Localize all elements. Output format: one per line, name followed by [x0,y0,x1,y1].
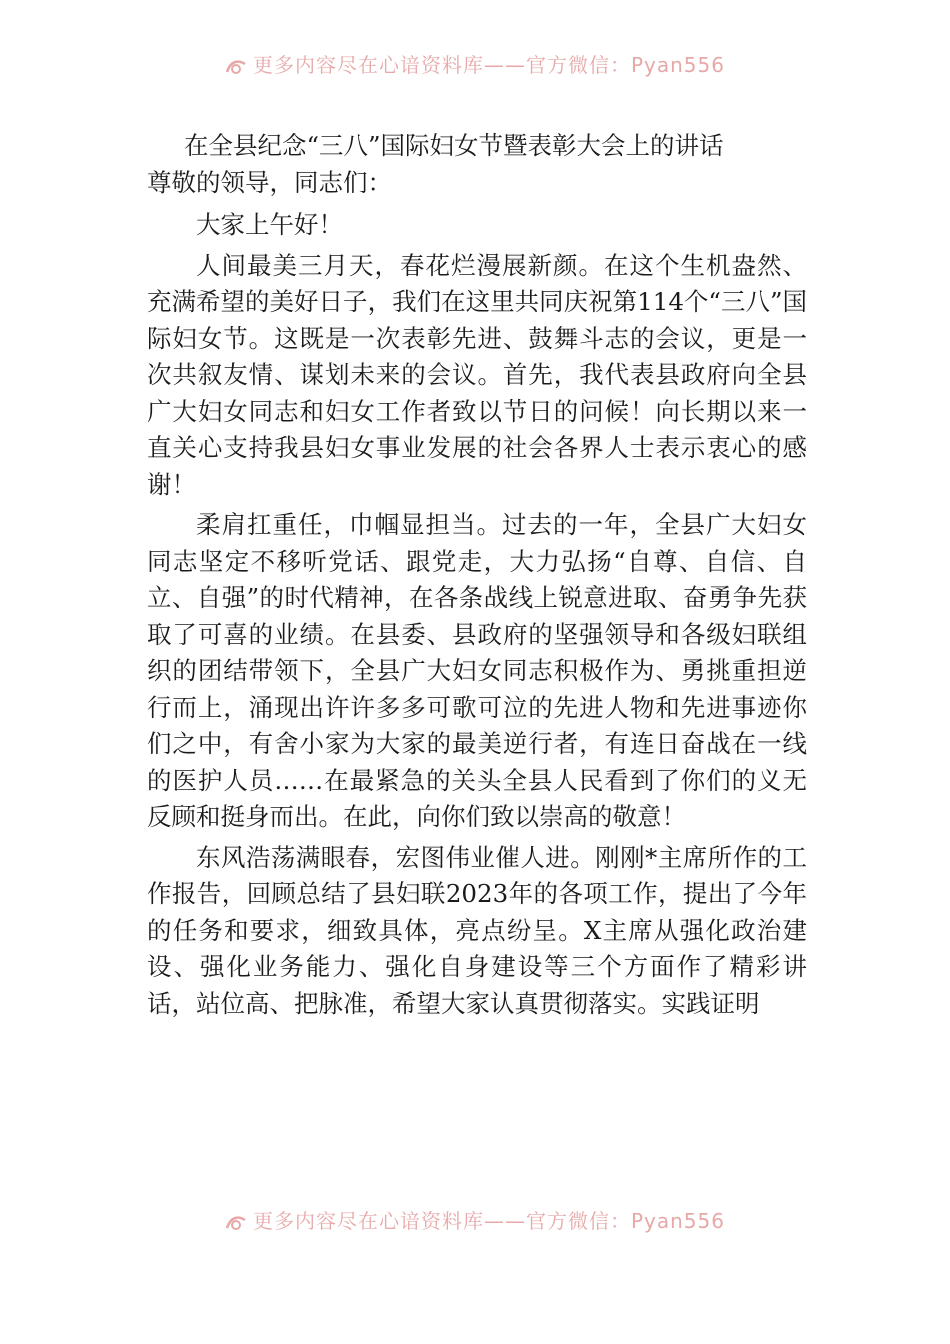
greeting: 大家上午好！ [196,210,343,239]
watermark-footer [0,1208,950,1234]
watermark-logo-icon [225,1214,247,1232]
salutation: 尊敬的领导，同志们： [147,167,392,197]
paragraph: 东风浩荡满眼春，宏图伟业催人进。刚刚*主席所作的工作报告，回顾总结了县妇联2023年的各项工作，提出了今年的任务和要求，细致具体，亮点纷呈。X主席从强化政治建设、强化业务能力、强化自身建设等三个方面作了精彩讲话，站位高、把脉准，希望大家认真贯彻落实。实践证明 [147,842,807,1018]
watermark-text: 更多内容尽在心谙资料库——官方微信：Pyan556 [252,1209,725,1233]
watermark-header [0,52,950,78]
document-title: 在全县纪念“三八”国际妇女节暨表彰大会上的讲话 [184,131,724,160]
watermark-text: 更多内容尽在心谙资料库——官方微信：Pyan556 [252,53,725,77]
document-body [147,128,807,1022]
paragraph: 柔肩扛重任，巾帼显担当。过去的一年，全县广大妇女同志坚定不移听党话、跟党走，大力弘扬“自尊、自信、自立、自强”的时代精神，在各条战线上锐意进取、奋勇争先获取了可喜的业绩。在县委、县政府的坚强领导和各级妇联组织的团结带领下，全县广大妇女同志积极作为、勇挑重担逆行而上，涌现出许许多多可歌可泣的先进人物和先进事迹你们之中，有舍小家为大家的最美逆行者，有连日奋战在一线的医护人员……在最紧急的关头全县人民看到了你们的义无反顾和挺身而出。在此，向你们致以崇高的敬意！ [147,510,807,831]
watermark-logo-icon [225,58,247,76]
paragraph: 人间最美三月天，春花烂漫展新颜。在这个生机盎然、充满希望的美好日子，我们在这里共同庆祝第114个“三八”国际妇女节。这既是一次表彰先进、鼓舞斗志的会议，更是一次共叙友情、谋划未来的会议。首先，我代表县政府向全县广大妇女同志和妇女工作者致以节日的问候！向长期以来一直关心支持我县妇女事业发展的社会各界人士表示衷心的感谢！ [147,250,807,499]
